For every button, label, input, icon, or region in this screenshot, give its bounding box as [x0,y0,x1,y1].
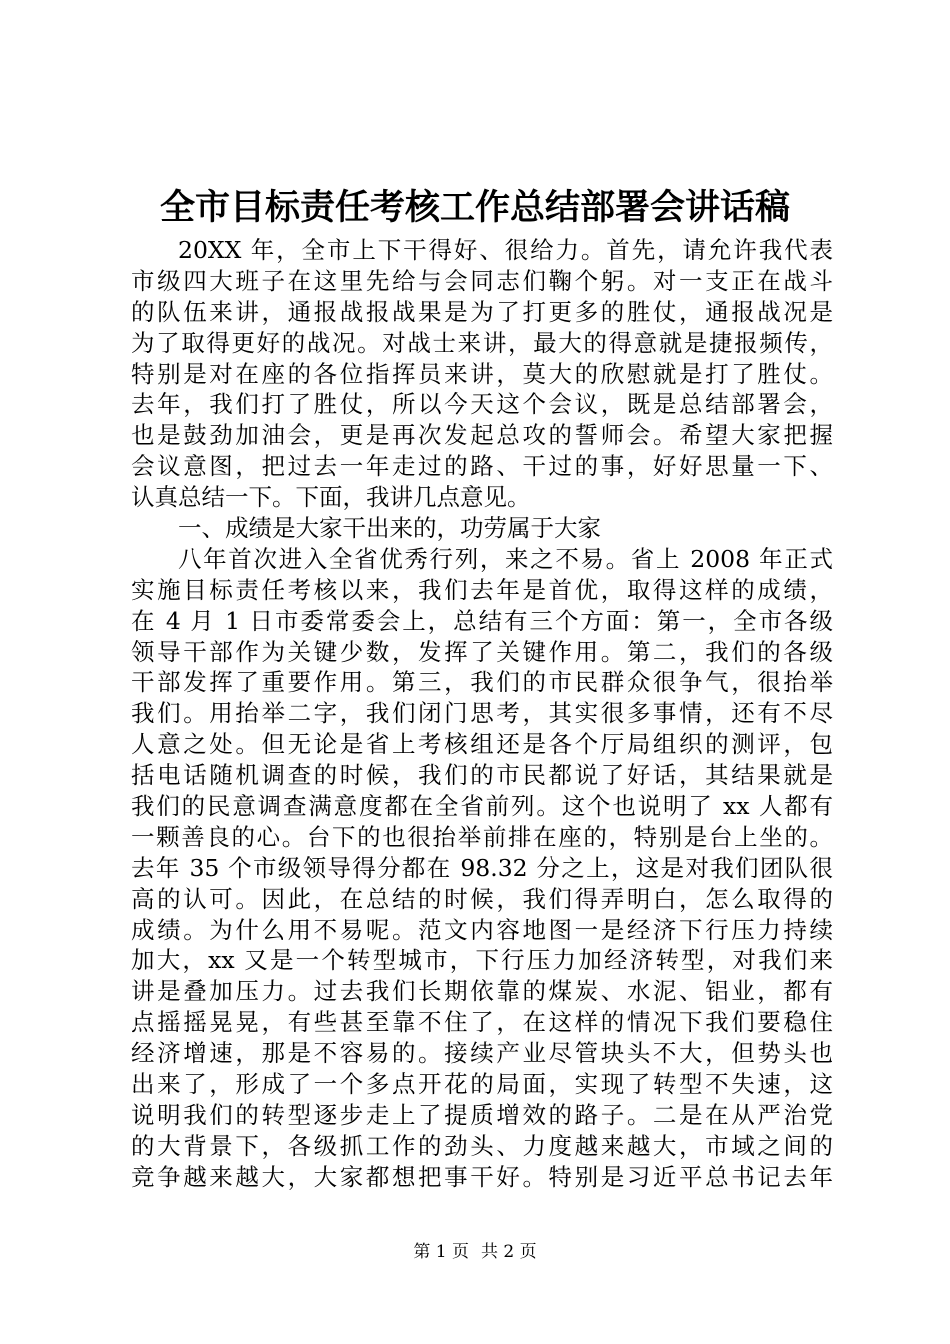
text-line: 市级四大班子在这里先给与会同志们鞠个躬。对一支正在战斗 [131,266,833,295]
text-line: 去年 35 个市级领导得分都在 98.32 分之上，这是对我们团队很 [131,853,833,882]
text-line: 八年首次进入全省优秀行列，来之不易。省上 2008 年正式 [178,544,833,573]
document-body [131,235,833,1193]
text-line: 的队伍来讲，通报战报战果是为了打更多的胜仗，通报战况是 [131,297,833,326]
text-line: 会议意图，把过去一年走过的路、干过的事，好好思量一下、 [131,452,833,481]
text-line: 去年，我们打了胜仗，所以今天这个会议，既是总结部署会， [131,390,833,419]
text-line: 高的认可。因此，在总结的时候，我们得弄明白，怎么取得的 [131,884,833,913]
text-line: 实施目标责任考核以来，我们去年是首优，取得这样的成绩， [131,575,833,604]
text-line: 的大背景下，各级抓工作的劲头、力度越来越大，市域之间的 [131,1131,833,1160]
text-line: 在 4 月 1 日市委常委会上，总结有三个方面：第一，全市各级 [131,606,833,635]
page-total: 共 2 页 [481,1242,537,1262]
text-line: 认真总结一下。下面，我讲几点意见。 [131,483,531,512]
text-line: 出来了，形成了一个多点开花的局面，实现了转型不失速，这 [131,1070,833,1099]
text-line: 竞争越来越大，大家都想把事干好。特别是习近平总书记去年 [131,1162,833,1191]
section-heading-text: 一、成绩是大家干出来的，功劳属于大家 [178,514,601,543]
text-line: 领导干部作为关键少数，发挥了关键作用。第二，我们的各级 [131,637,833,666]
paragraph-intro [131,235,833,513]
text-line: 我们。用抬举二字，我们闭门思考，其实很多事情，还有不尽 [131,699,833,728]
section-heading [131,513,833,544]
document-title: 全市目标责任考核工作总结部署会讲话稿 [159,187,790,228]
page-number: 第 1 页 [413,1242,469,1262]
text-line: 经济增速，那是不容易的。接续产业尽管块头不大，但势头也 [131,1039,833,1068]
text-line: 括电话随机调查的时候，我们的市民都说了好话，其结果就是 [131,761,833,790]
text-line: 点摇摇晃晃，有些甚至靠不住了，在这样的情况下我们要稳住 [131,1008,833,1037]
text-line: 成绩。为什么用不易呢。范文内容地图一是经济下行压力持续 [131,915,833,944]
text-line: 说明我们的转型逐步走上了提质增效的路子。二是在从严治党 [131,1100,833,1129]
paragraph-achievements [131,544,833,1193]
text-line: 人意之处。但无论是省上考核组还是各个厅局组织的测评，包 [131,730,833,759]
text-line: 干部发挥了重要作用。第三，我们的市民群众很争气，很抬举 [131,668,833,697]
text-line: 也是鼓劲加油会，更是再次发起总攻的誓师会。希望大家把握 [131,421,833,450]
text-line: 特别是对在座的各位指挥员来讲，莫大的欣慰就是打了胜仗。 [131,359,833,388]
text-line: 讲是叠加压力。过去我们长期依靠的煤炭、水泥、铝业，都有 [131,977,833,1006]
text-line: 一颗善良的心。台下的也很抬举前排在座的，特别是台上坐的。 [131,822,833,851]
text-line: 为了取得更好的战况。对战士来讲，最大的得意就是捷报频传， [131,328,833,357]
page-footer [0,1241,950,1263]
text-line: 20XX 年，全市上下干得好、很给力。首先，请允许我代表 [178,236,833,264]
text-line: 我们的民意调查满意度都在全省前列。这个也说明了 xx 人都有 [131,792,833,821]
text-line: 加大，xx 又是一个转型城市，下行压力加经济转型，对我们来 [131,946,833,975]
